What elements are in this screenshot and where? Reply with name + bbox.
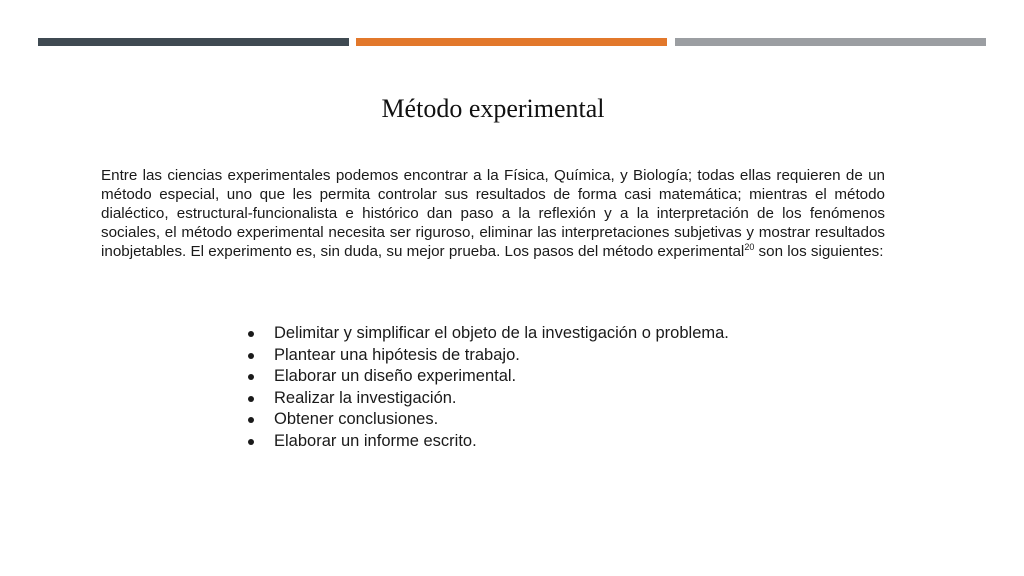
- list-item: [244, 366, 844, 388]
- step-text: Delimitar y simplificar el objeto de la investigación o problema.: [274, 324, 729, 342]
- step-text: Elaborar un informe escrito.: [274, 431, 477, 450]
- footnote-marker: 20: [744, 242, 755, 252]
- header-bar-dark: [38, 38, 349, 46]
- steps-list: [244, 323, 844, 453]
- step-text: Plantear una hipótesis de trabajo.: [274, 345, 520, 364]
- step-text: Obtener conclusiones.: [274, 410, 439, 429]
- bullet-icon: [248, 439, 254, 445]
- step-text: Realizar la investigación.: [274, 388, 457, 407]
- bullet-icon: [248, 417, 254, 423]
- list-item: [244, 388, 844, 410]
- list-item: [244, 323, 844, 345]
- bullet-icon: [248, 331, 254, 337]
- paragraph-text: Entre las ciencias experimentales podemos encontrar a la Física, Química, y Biología; todas ellas requieren de un método especial, uno que les permita controlar sus resultados de forma casi matemática; mientras el método dialéctico, estructural-funcionalista e histórico dan paso a la reflexión y a la interpretación de los fenómenos sociales, el método experimental necesita ser riguroso, eliminar las interpretaciones subjetivas y mostrar resultados inobjetables. El experimento es, sin duda, su mejor prueba. Los pasos del método experimental: [101, 167, 885, 260]
- intro-paragraph: [101, 166, 885, 261]
- list-item: [244, 431, 844, 453]
- bullet-icon: [248, 374, 254, 380]
- bullet-icon: [248, 396, 254, 402]
- paragraph-tail: son los siguientes:: [754, 243, 884, 260]
- list-item: [244, 345, 844, 367]
- slide-title: Método experimental: [381, 94, 605, 123]
- list-item: [244, 409, 844, 431]
- step-text: Elaborar un diseño experimental.: [274, 367, 517, 386]
- header-bar-gray: [675, 38, 986, 46]
- bullet-icon: [248, 353, 254, 359]
- header-bar-orange: [356, 38, 667, 46]
